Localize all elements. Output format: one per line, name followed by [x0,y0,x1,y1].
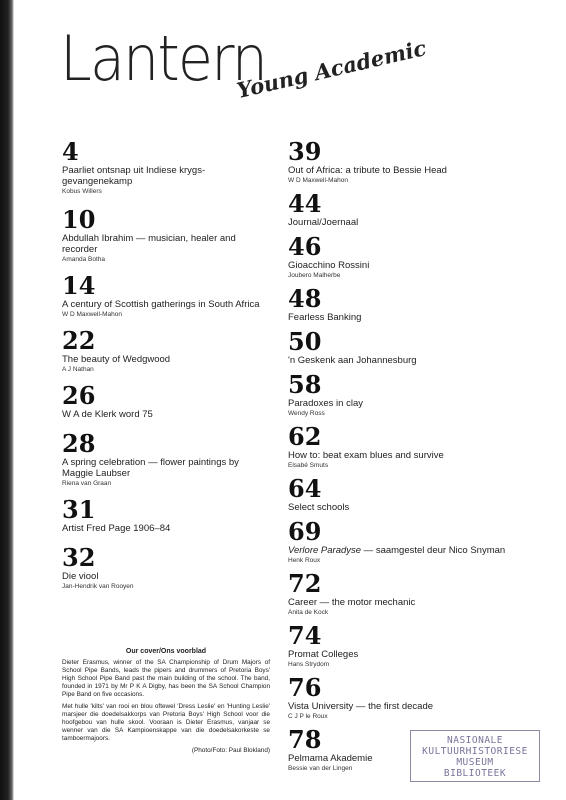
page-number: 58 [288,370,322,399]
page-number: 22 [62,326,96,355]
article-author: Kobus Willers [62,188,102,195]
page-number: 26 [62,381,96,410]
page-number: 39 [288,137,322,166]
stamp-line: KULTUURHISTORIESE [422,746,528,757]
contents-entry[interactable] [288,621,518,669]
article-title: Paradoxes in clay [288,398,363,409]
contents-entry[interactable] [288,327,518,366]
photo-credit: (Photo/Foto: Paul Blokland) [191,747,270,754]
article-title [288,545,518,556]
contents-entry[interactable] [62,326,272,374]
article-author: Henk Roux [288,557,321,564]
article-title: Fearless Banking [288,312,362,323]
contents-entry[interactable] [288,569,518,617]
page-number: 78 [288,725,322,754]
article-title-rest: — saamgestel deur Nico Snyman [361,545,506,556]
article-author: Elsabé Smuts [288,462,329,469]
article-title: A spring celebration — flower paintings by Maggie Laubser [62,457,239,479]
cover-heading: Our cover/Ons voorblad [125,648,207,655]
article-title: Select schools [288,502,350,513]
article-author: A J Nathan [62,366,94,373]
contents-left-column [62,137,272,591]
article-author: Amanda Botha [62,256,106,263]
article-title: Paarliet ontsnap uit Indiese krygs-gevangenekamp [62,165,206,187]
contents-entry[interactable] [288,474,518,513]
library-stamp [410,730,540,782]
stamp-line: NASIONALE [447,735,503,746]
page-binding-edge [0,0,14,800]
contents-entry[interactable] [288,422,518,470]
cover-text-english: Dieter Erasmus, winner of the SA Championship of Drum Majors of School Pipe Bands, leads the pipers and drummers of Pretoria Boys' High School Pipe Band past the main building of the school. The band, founded in 1971 by Mr P K A Digby, has been the SA School Champion Pipe Band on five occasions. [62,659,270,698]
article-author: Jan-Hendrik van Rooyen [62,583,134,590]
contents-entry[interactable] [288,673,518,721]
contents-entry[interactable] [62,381,272,420]
page-number: 32 [62,543,96,572]
article-title: Journal/Joernaal [288,217,359,228]
article-title: Promat Colleges [288,649,359,660]
article-title: Gioacchino Rossini [288,260,370,271]
article-title: Pelmama Akademie [288,753,373,764]
page-number: 62 [288,422,322,451]
page-number: 46 [288,232,322,261]
contents-right-column [288,137,518,773]
article-author: Anita de Kock [288,609,329,616]
page-number: 64 [288,474,322,503]
page-number: 76 [288,673,322,702]
article-author: Hans Strydom [288,661,330,668]
page-number: 72 [288,569,322,598]
article-title: Career — the motor mechanic [288,597,416,608]
article-title-italic: Verlore Paradyse [288,545,362,556]
article-title: W A de Klerk word 75 [62,409,153,420]
contents-entry[interactable] [288,284,518,323]
article-author: Wendy Ross [288,410,325,417]
page-number: 28 [62,429,96,458]
masthead-title: Lantern [60,22,267,95]
contents-entry[interactable] [288,517,518,565]
stamp-line: BIBLIOTEEK [443,768,507,779]
article-title: Out of Africa: a tribute to Bessie Head [288,165,447,176]
article-title: Abdullah Ibrahim — musician, healer and recorder [62,233,236,255]
article-title: How to: beat exam blues and survive [288,450,444,461]
page-number: 4 [62,137,79,166]
page-number: 10 [62,205,96,234]
stamp-line: MUSEUM [456,757,494,768]
contents-entry[interactable] [62,429,272,488]
article-title: A century of Scottish gatherings in South Africa [62,299,260,310]
page-number: 50 [288,327,322,356]
contents-entry[interactable] [62,495,272,534]
contents-entry[interactable] [288,189,518,228]
article-author: Joubero Malherbe [288,272,341,279]
page-number: 44 [288,189,322,218]
contents-entry[interactable] [62,205,272,264]
article-title: 'n Geskenk aan Johannesburg [288,355,417,366]
article-author: C J P le Roux [288,713,328,720]
contents-entry[interactable] [62,137,272,196]
contents-entry[interactable] [288,232,518,280]
contents-entry[interactable] [62,271,272,319]
cover-description [62,648,270,755]
contents-entry[interactable] [288,370,518,418]
article-author: Riena van Graan [62,480,112,487]
cover-text-afrikaans: Met hulle 'kilts' van rooi en blou oftewel 'Dress Leslie' en 'Hunting Leslie' marsjeer die doedelsakkorps van Pretoria Boys' High School voor die hoofgebou van hulle skool. Vooraan is Dieter Erasmus, vanjaar se wenner van die SA Kampioenskappe van die doedelsakorkeste se tamboermajoors. [62,703,270,742]
article-title: Artist Fred Page 1906–84 [62,523,171,534]
article-author: W D Maxwell-Mahon [62,311,122,318]
article-title: The beauty of Wedgwood [62,354,171,365]
page-number: 48 [288,284,322,313]
page-number: 14 [62,271,96,300]
article-author: W D Maxwell-Mahon [288,177,348,184]
page-number: 69 [288,517,322,546]
article-author: Bessie van der Lingen [288,765,353,772]
article-title: Die viool [62,571,99,582]
article-title: Vista University — the first decade [288,701,434,712]
masthead-subtitle: Young Academic [234,35,429,103]
page-number: 31 [62,495,96,524]
contents-entry[interactable] [288,137,518,185]
page-number: 74 [288,621,322,650]
contents-entry[interactable] [62,543,272,591]
